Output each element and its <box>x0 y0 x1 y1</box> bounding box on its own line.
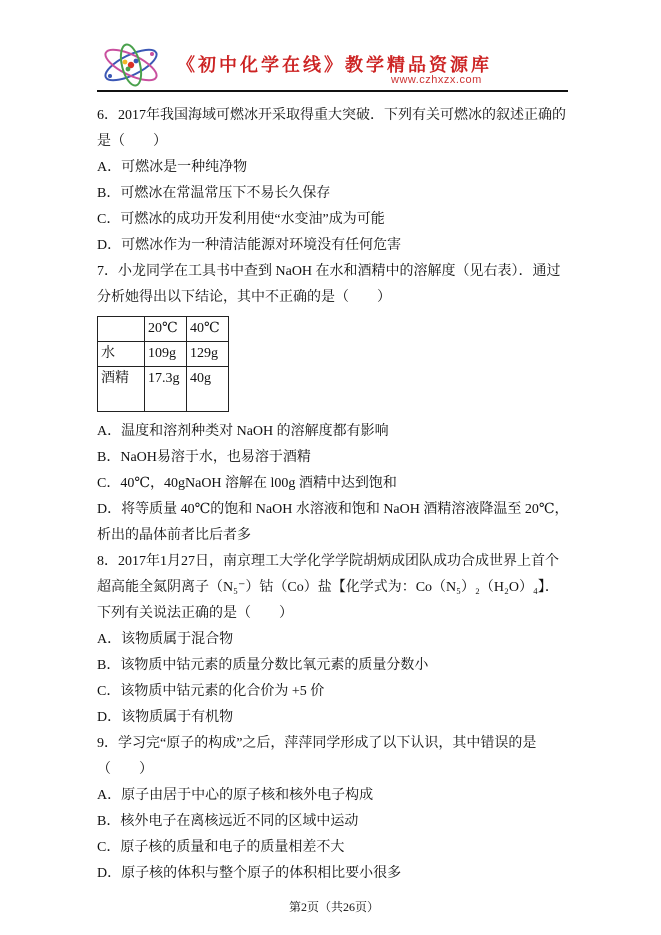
atom-logo-icon <box>98 41 164 89</box>
question-6-option-a: A．可燃冰是一种纯净物 <box>97 160 248 175</box>
table-header-40c: 40℃ <box>187 317 229 342</box>
water-40c-value: 129g <box>187 342 229 367</box>
question-8 <box>97 549 571 731</box>
page-footer <box>97 894 571 920</box>
question-9 <box>97 731 571 887</box>
header-divider <box>97 90 568 92</box>
question-8-option-b: B．该物质中钴元素的质量分数比氧元素的质量分数小 <box>97 658 429 673</box>
row-label-water: 水 <box>98 342 145 367</box>
solubility-row-alcohol <box>98 367 229 412</box>
alcohol-20c-value: 17.3g <box>145 367 187 412</box>
question-8-option-c: C．该物质中钴元素的化合价为 +5 价 <box>97 684 325 699</box>
page-header <box>0 0 661 101</box>
question-8-option-a: A．该物质属于混合物 <box>97 632 234 647</box>
question-6-stem: 6．2017年我国海域可燃冰开采取得重大突破．下列有关可燃冰的叙述正确的是（ ） <box>97 108 566 149</box>
exam-content <box>0 101 661 920</box>
question-6-option-b: B．可燃冰在常温常压下不易长久保存 <box>97 186 331 201</box>
water-20c-value: 109g <box>145 342 187 367</box>
question-6 <box>97 103 571 259</box>
solubility-table <box>97 316 229 412</box>
table-corner-cell <box>98 317 145 342</box>
question-9-option-c: C．原子核的质量和电子的质量相差不大 <box>97 840 345 855</box>
question-7-stem: 7．小龙同学在工具书中查到 NaOH 在水和酒精中的溶解度（见右表）．通过分析她得出以下结论，其中不正确的是（ ） <box>97 264 561 305</box>
solubility-row-water <box>98 342 229 367</box>
question-8-stem: 8．2017年1月27日，南京理工大学化学学院胡炳成团队成功合成世界上首个超高能全氮阴离子（N₅⁻）钴（Co）盐【化学式为：Co（N₅）₂（H₂O）₄】．下列有关说法正确的是（ ） <box>97 554 559 621</box>
row-label-alcohol: 酒精 <box>98 367 145 412</box>
site-url[interactable]: www.czhxzx.com <box>391 74 482 86</box>
solubility-table-header-row <box>98 317 229 342</box>
question-9-option-b: B．核外电子在离核远近不同的区域中运动 <box>97 814 359 829</box>
site-title: 《初中化学在线》教学精品资源库 <box>177 55 492 75</box>
page-number: 第2页（共26页） <box>288 900 379 914</box>
question-7-option-b: B．NaOH易溶于水，也易溶于酒精 <box>97 450 311 465</box>
question-7 <box>97 259 571 549</box>
alcohol-40c-value: 40g <box>187 367 229 412</box>
table-header-20c: 20℃ <box>145 317 187 342</box>
question-7-option-a: A．温度和溶剂种类对 NaOH 的溶解度都有影响 <box>97 424 389 439</box>
question-7-option-d: D．将等质量 40℃的饱和 NaOH 水溶液和饱和 NaOH 酒精溶液降温至 20℃，析出的晶体前者比后者多 <box>97 502 569 543</box>
question-9-stem: 9．学习完“原子的构成”之后，萍萍同学形成了以下认识，其中错误的是（ ） <box>97 736 537 777</box>
question-7-option-c: C．40℃，40gNaOH 溶解在 l00g 酒精中达到饱和 <box>97 476 397 491</box>
question-6-option-c: C．可燃冰的成功开发利用使“水变油”成为可能 <box>97 212 385 227</box>
question-9-option-d: D．原子核的体积与整个原子的体积相比要小很多 <box>97 866 402 881</box>
question-6-option-d: D．可燃冰作为一种清洁能源对环境没有任何危害 <box>97 238 402 253</box>
question-9-option-a: A．原子由居于中心的原子核和核外电子构成 <box>97 788 374 803</box>
question-8-option-d: D．该物质属于有机物 <box>97 710 234 725</box>
